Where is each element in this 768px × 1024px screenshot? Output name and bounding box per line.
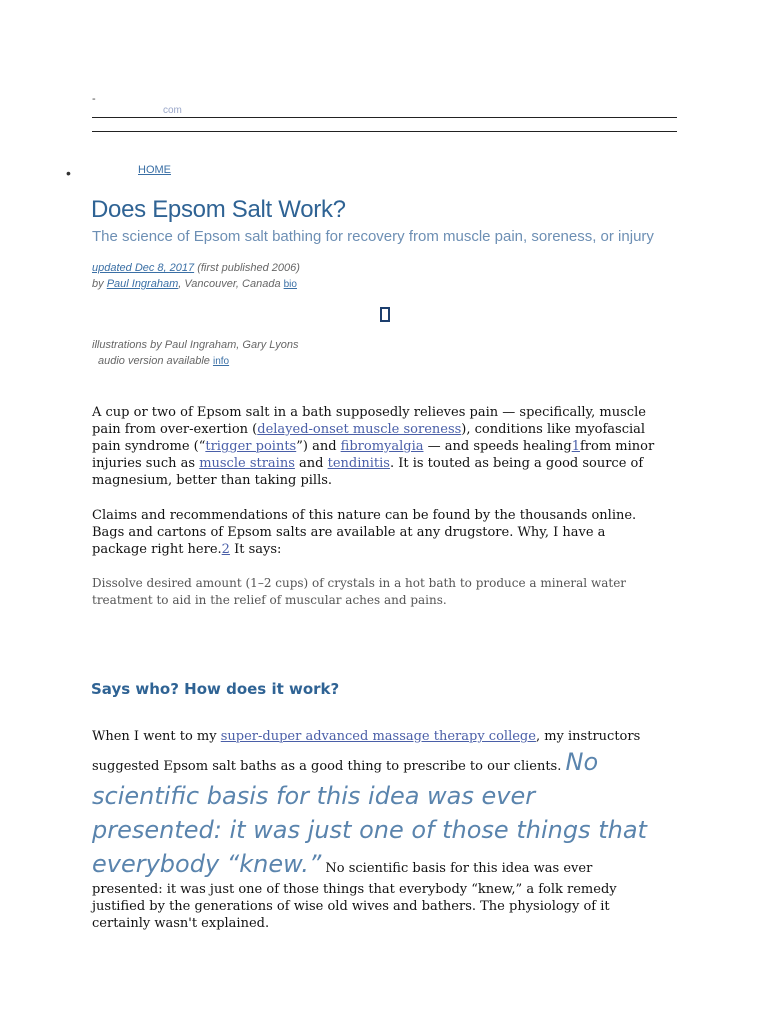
audio-version-line [98,355,229,367]
first-published: (first published 2006) [194,262,300,274]
audio-info-link[interactable]: info [212,356,230,367]
paragraph-instructors [92,728,662,932]
p2-text-1: Claims and recommendations of this nature can be found by the thousands online. Bags and cartons of Epsom salts are available at any drugstore. Why, I have a package right here. [92,508,637,557]
site-logo-com[interactable]: com [163,105,182,116]
byline-prefix: by [92,278,107,290]
p3-text-3: No scientific basis for this idea was ever presented: it was just one of those things that everybody “knew,” a folk remedy justified by the generations of wise old wives and bathers. The physiology of it certainly wasn't explained. [92,861,617,931]
footnote-2-link[interactable]: 2 [221,542,230,557]
section-heading: Says who? How does it work? [91,680,340,698]
byline [92,278,297,290]
link-muscle-strains[interactable]: muscle strains [199,456,295,471]
p1-text-1: A cup or two of Epsom salt in a bath supposedly relieves pain — specifically, muscle pain from over-exertion ( [92,405,646,437]
header-rule-bottom [92,131,677,132]
audio-player-icon[interactable] [380,307,390,322]
p1-text-3: ”) and [296,439,341,454]
link-tendinitis[interactable]: tendinitis [327,456,390,471]
nav-home-link[interactable]: HOME [138,164,171,176]
page-title: Does Epsom Salt Work? [91,196,346,223]
paragraph-claims [92,507,662,558]
header-rule-top [92,117,677,118]
bio-link[interactable]: bio [283,279,297,290]
p1-text-5: from minor injuries such as [92,439,655,471]
p1-text-2: ), conditions like myofascial pain syndrome (“ [92,422,646,454]
byline-location: , Vancouver, Canada [178,278,284,290]
p3-text-1: When I went to my [92,729,221,744]
updated-line [92,262,300,274]
site-logo-dash: - [92,93,96,105]
p2-text-2: It says: [229,542,282,557]
p1-text-4: — and speeds healing [423,439,572,454]
link-doms[interactable]: delayed-onset muscle soreness [257,422,462,437]
updated-date-link[interactable]: updated Dec 8, 2017 [92,262,195,274]
link-fibromyalgia[interactable]: fibromyalgia [340,439,424,454]
paragraph-intro [92,404,662,489]
author-link[interactable]: Paul Ingraham [106,278,179,290]
nav-bullet-icon: • [66,165,71,181]
link-trigger-points[interactable]: trigger points [205,439,297,454]
p3-text-2: , my instructors suggested Epsom salt baths as a good thing to prescribe to our clients. [92,729,641,774]
package-quote: Dissolve desired amount (1–2 cups) of crystals in a hot bath to produce a mineral water treatment to aid in the relief of muscular aches and pains. [92,576,627,607]
p1-text-7: . It is touted as being a good source of magnesium, better than taking pills. [92,456,644,488]
page-subtitle: The science of Epsom salt bathing for recovery from muscle pain, soreness, or injury [92,228,654,245]
audio-version-text: audio version available [98,355,213,367]
link-massage-college[interactable]: super-duper advanced massage therapy college [220,729,536,744]
p1-text-6: and [294,456,328,471]
footnote-1-link[interactable]: 1 [571,439,580,454]
pull-quote: No scientific basis for this idea was ever presented: it was just one of those things that everybody “knew.” [92,748,647,878]
illustrations-credit: illustrations by Paul Ingraham, Gary Lyons [92,339,299,351]
